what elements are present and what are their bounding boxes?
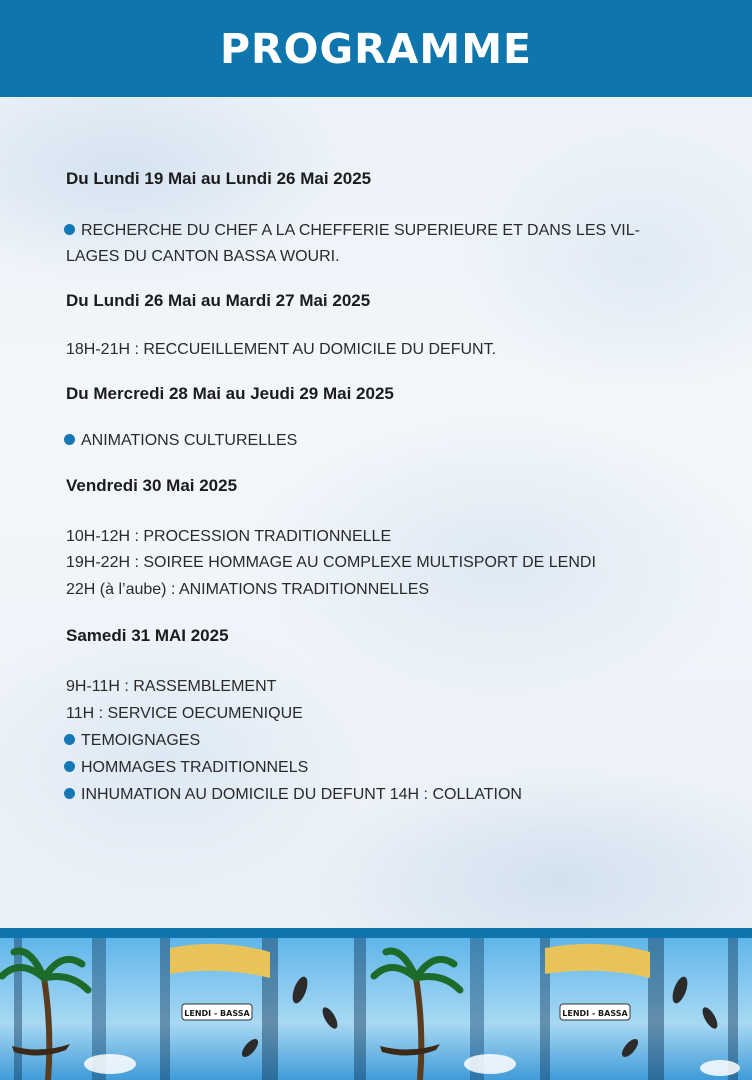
page-title: PROGRAMME <box>219 24 533 73</box>
bullet-line: HOMMAGES TRADITIONNELS <box>66 755 308 781</box>
bullet-line: INHUMATION AU DOMICILE DU DEFUNT 14H : COLLATION <box>66 782 522 808</box>
text-line: LAGES DU CANTON BASSA WOURI. <box>66 248 340 265</box>
bullet-line: TEMOIGNAGES <box>66 728 200 754</box>
text-line: 18H-21H : RECCUEILLEMENT AU DOMICILE DU DEFUNT. <box>66 341 497 358</box>
section-title: Du Lundi 26 Mai au Mardi 27 Mai 2025 <box>66 291 371 310</box>
section-title: Du Mercredi 28 Mai au Jeudi 29 Mai 2025 <box>66 384 394 403</box>
fabric-photo <box>0 938 752 1080</box>
section-title: Vendredi 30 Mai 2025 <box>66 476 238 495</box>
text-line: 22H (à l’aube) : ANIMATIONS TRADITIONNELLES <box>66 581 430 598</box>
fabric-label: LENDI - BASSA <box>184 1009 250 1018</box>
section-title: Samedi 31 MAI 2025 <box>66 626 229 645</box>
footer-divider <box>0 928 752 938</box>
bullet-line: ANIMATIONS CULTURELLES <box>66 428 297 454</box>
text-line: 19H-22H : SOIREE HOMMAGE AU COMPLEXE MULTISPORT DE LENDI <box>66 554 596 571</box>
text-line: 10H-12H : PROCESSION TRADITIONNELLE <box>66 528 392 545</box>
text-line: 11H : SERVICE OECUMENIQUE <box>66 705 303 722</box>
bullet-line: RECHERCHE DU CHEF A LA CHEFFERIE SUPERIEURE ET DANS LES VIL- <box>66 218 640 244</box>
header-banner <box>0 0 752 97</box>
text-line: 9H-11H : RASSEMBLEMENT <box>66 678 277 695</box>
fabric-label: LENDI - BASSA <box>562 1009 628 1018</box>
section-title: Du Lundi 19 Mai au Lundi 26 Mai 2025 <box>66 169 372 188</box>
